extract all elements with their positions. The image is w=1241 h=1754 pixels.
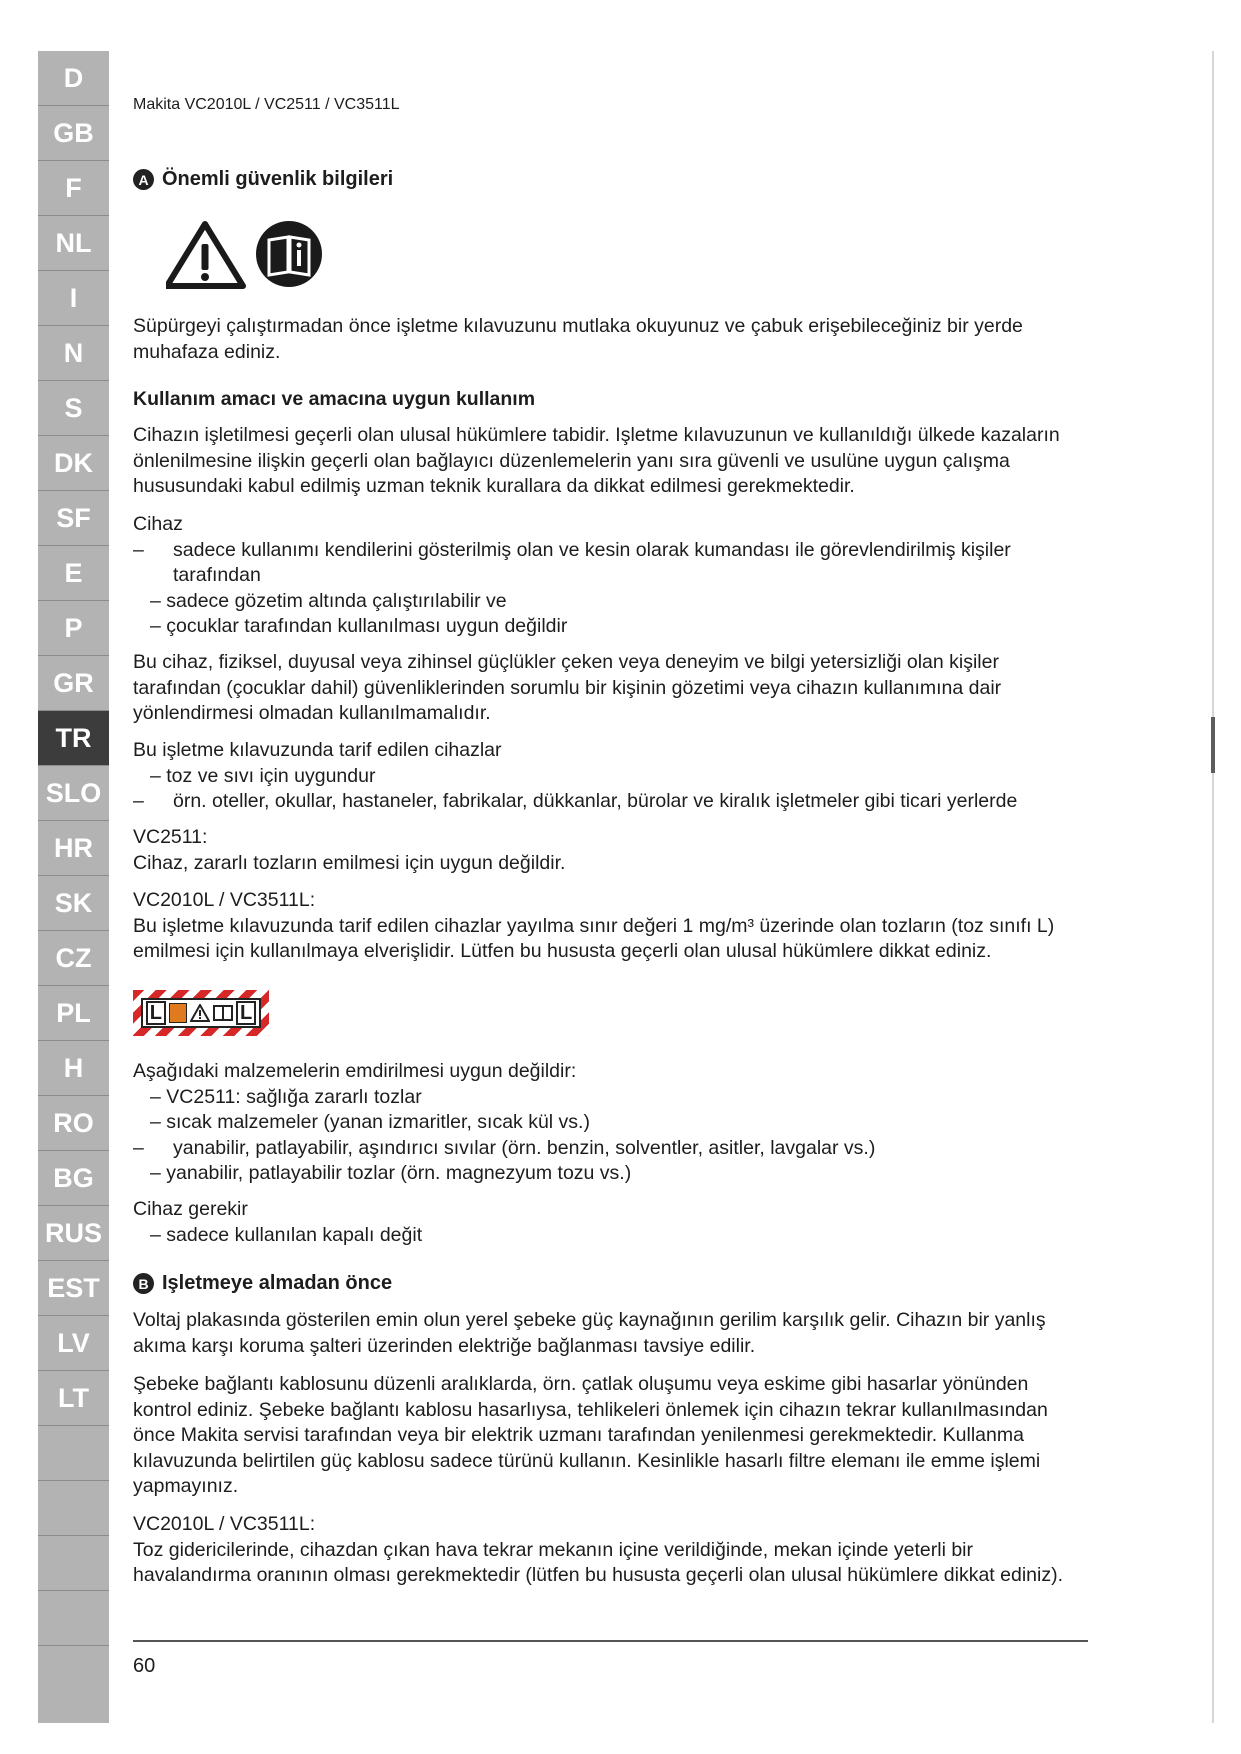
ventilation-block	[133, 1512, 1088, 1589]
section-a-title-text: Önemli güvenlik bilgileri	[162, 168, 394, 190]
vc2010-text: Bu işletme kılavuzunda tarif edilen cihazlar yayılma sınır değeri 1 mg/m³ üzerinde olan tozların (toz sınıfı L) emilmesi için kullanılmaya elverişlidir. Lütfen bu hususta geçerli olan ulusal hükümlere dikkat ediniz.	[133, 914, 1055, 962]
voltage-paragraph: Voltaj plakasında gösterilen emin olun yerel şebeke güç kaynağının gerilim karşılık gelir. Cihazın bir yanlış akıma karşı koruma şalteri üzerinden elektriğe bağlanması tavsiye edilir.	[133, 1309, 1046, 1357]
supervision-paragraph: Bu cihaz, fiziksel, duyusal veya zihinsel güçlükler çeken veya deneyim ve bilgi yetersizliği olan kişiler tarafından (çocuklar dahil) güvenliklerinden sorumlu bir kişinin gözetimi veya cihazın kullanımına dair yönlendirmesi olmadan kullanılmamalıdır.	[133, 651, 1002, 724]
lang-tab-p[interactable]: P	[38, 601, 109, 656]
lang-tab-sf[interactable]: SF	[38, 491, 109, 546]
requires-item-text: sadece kullanılan kapalı değit	[166, 1223, 423, 1246]
requires-block	[133, 1197, 1088, 1248]
lang-tab-tr[interactable]: TR	[38, 711, 109, 766]
page-number: 60	[133, 1655, 156, 1677]
orange-hazard-icon	[169, 1003, 187, 1023]
model-header: Makita VC2010L / VC2511 / VC3511L	[133, 96, 400, 113]
dust-class-letter: L	[146, 1001, 166, 1025]
cihaz-item-text: sadece kullanımı kendilerini gösterilmiş olan ve kesin olarak kumandası ile görevlendirilmiş kişiler tarafından	[173, 538, 1011, 586]
intended-use-subtitle: Kullanım amacı ve amacına uygun kullanım	[133, 388, 536, 410]
section-a-marker: A	[133, 169, 154, 190]
dust-class-l-badge	[133, 990, 269, 1036]
footer-divider	[133, 1640, 1088, 1642]
intended-use-paragraph: Cihazın işletilmesi geçerli olan ulusal hükümlere tabidir. Işletme kılavuzunun ve kullanıldığı ülkede kazaların önlenilmesine ilişkin geçerli olan bağlayıcı düzenlemelerin yanı sıra güvenli ve usulüne uygun çalışma hususundaki kabul edilmiş uzman teknik kurallara da dikkat edilmesi gerekmektedir.	[133, 424, 1060, 497]
requires-label: Cihaz gerekir	[133, 1198, 248, 1220]
cihaz-item-text: çocuklar tarafından kullanılması uygun değildir	[166, 615, 568, 637]
lang-tab-sk[interactable]: SK	[38, 876, 109, 931]
section-b-title-text: Işletmeye almadan önce	[162, 1272, 393, 1294]
list-item: – sadece gözetim altında çalıştırılabilir ve	[150, 589, 507, 612]
lang-tab-gr[interactable]: GR	[38, 656, 109, 711]
sidebar-blank-tab	[38, 1536, 109, 1591]
list-item: – VC2511: sağlığa zararlı tozlar	[150, 1085, 422, 1108]
lang-tab-cz[interactable]: CZ	[38, 931, 109, 986]
intro-paragraph: Süpürgeyi çalıştırmadan önce işletme kılavuzunu mutlaka okuyunuz ve çabuk erişebileceğiniz bir yerde muhafaza ediniz.	[133, 315, 1023, 363]
lang-tab-est[interactable]: EST	[38, 1261, 109, 1316]
suitable-item-text: örn. oteller, okullar, hastaneler, fabrikalar, dükkanlar, bürolar ve kiralık işletmeler gibi ticari yerlerde	[173, 790, 1018, 812]
lang-tab-f[interactable]: F	[38, 161, 109, 216]
right-margin-line	[1212, 51, 1214, 1723]
suitable-block	[133, 738, 1088, 815]
material-item-text: sıcak malzemeler (yanan izmaritler, sıcak kül vs.)	[166, 1111, 590, 1133]
sidebar-blank-tab	[38, 1646, 109, 1701]
list-item: – sıcak malzemeler (yanan izmaritler, sıcak kül vs.)	[150, 1111, 590, 1133]
lang-tab-n[interactable]: N	[38, 326, 109, 381]
section-a-title	[133, 168, 393, 191]
cable-paragraph: Şebeke bağlantı kablosunu düzenli aralıklarda, örn. çatlak oluşumu veya eskime gibi hasarlar yönünden kontrol ediniz. Şebeke bağlantı kablosu hasarlıysa, tehlikeleri önlemek için cihazın tekrar kullanılmasından önce Makita servisi tarafından veya bir elektrik uzmanı tarafından yenilenmesi gerekmektedir. Kullanma kılavuzunda belirtilen güç kablosu sadece türünü kullanın. Kesinlikle hasarlı filtre elemanı ile emme işlemi yapmayınız.	[133, 1373, 1048, 1497]
lang-tab-pl[interactable]: PL	[38, 986, 109, 1041]
lang-tab-ro[interactable]: RO	[38, 1096, 109, 1151]
vc2511-label: VC2511:	[133, 826, 208, 848]
dust-class-letter: L	[236, 1001, 256, 1025]
list-item: – toz ve sıvı için uygundur	[150, 764, 376, 787]
sidebar-blank-tab	[38, 1426, 109, 1481]
suitable-item-text: toz ve sıvı için uygundur	[166, 764, 376, 787]
section-b-title	[133, 1272, 392, 1295]
material-item-text: yanabilir, patlayabilir tozlar (örn. magnezyum tozu vs.)	[166, 1162, 632, 1184]
lang-tab-e[interactable]: E	[38, 546, 109, 601]
lang-tab-i[interactable]: I	[38, 271, 109, 326]
lang-tab-slo[interactable]: SLO	[38, 766, 109, 821]
material-item-text: yanabilir, patlayabilir, aşındırıcı sıvılar (örn. benzin, solventler, asitler, lavgalar vs.)	[173, 1136, 876, 1159]
read-manual-icon	[256, 221, 322, 287]
vc2010-label: VC2010L / VC3511L:	[133, 889, 316, 911]
materials-label: Aşağıdaki malzemelerin emdirilmesi uygun değildir:	[133, 1060, 577, 1082]
lang-tab-nl[interactable]: NL	[38, 216, 109, 271]
materials-block	[133, 1059, 1088, 1187]
vc2010-block	[133, 888, 1088, 965]
warning-triangle-icon	[167, 224, 243, 286]
lang-tab-gb[interactable]: GB	[38, 106, 109, 161]
list-item: – yanabilir, patlayabilir tozlar (örn. magnezyum tozu vs.)	[150, 1162, 632, 1184]
lang-tab-hr[interactable]: HR	[38, 821, 109, 876]
list-item: – çocuklar tarafından kullanılması uygun değildir	[150, 615, 568, 637]
language-sidebar	[38, 51, 109, 1723]
lang-tab-h[interactable]: H	[38, 1041, 109, 1096]
section-b-marker: B	[133, 1273, 154, 1294]
list-item: – yanabilir, patlayabilir, aşındırıcı sıvılar (örn. benzin, solventler, asitler, lavgalar vs.)	[133, 1136, 1088, 1162]
lang-tab-dk[interactable]: DK	[38, 436, 109, 491]
safety-icons	[166, 218, 328, 290]
cihaz-item-text: sadece gözetim altında çalıştırılabilir ve	[166, 589, 507, 612]
list-item: – örn. oteller, okullar, hastaneler, fabrikalar, dükkanlar, bürolar ve kiralık işletmeler gibi ticari yerlerde	[133, 789, 1088, 815]
cihaz-block	[133, 512, 1088, 640]
ventilation-text: Toz gidericilerinde, cihazdan çıkan hava tekrar mekanın içine verildiğinde, mekan içinde yeterli bir havalandırma oranının olması gerekmektedir (lütfen bu hususta geçerli olan ulusal hükümlere dikkat ediniz).	[133, 1538, 1063, 1586]
warning-small-icon	[190, 1004, 210, 1022]
sidebar-blank-tab	[38, 1591, 109, 1646]
lang-tab-lt[interactable]: LT	[38, 1371, 109, 1426]
material-item-text: VC2511: sağlığa zararlı tozlar	[166, 1085, 422, 1108]
ventilation-label: VC2010L / VC3511L:	[133, 1513, 316, 1535]
list-item: – sadece kullanımı kendilerini gösterilmiş olan ve kesin olarak kumandası ile görevlendirilmiş kişiler tarafından	[133, 538, 1088, 589]
lang-tab-bg[interactable]: BG	[38, 1151, 109, 1206]
cihaz-label: Cihaz	[133, 513, 183, 535]
lang-tab-d[interactable]: D	[38, 51, 109, 106]
vc2511-text: Cihaz, zararlı tozların emilmesi için uygun değildir.	[133, 851, 566, 874]
suitable-label: Bu işletme kılavuzunda tarif edilen cihazlar	[133, 739, 502, 761]
list-item: – sadece kullanılan kapalı değit	[150, 1223, 423, 1246]
sidebar-blank-tab	[38, 1481, 109, 1536]
lang-tab-rus[interactable]: RUS	[38, 1206, 109, 1261]
manual-small-icon	[213, 1004, 233, 1022]
vc2511-block	[133, 825, 1088, 876]
lang-tab-lv[interactable]: LV	[38, 1316, 109, 1371]
lang-tab-s[interactable]: S	[38, 381, 109, 436]
right-margin-marker	[1211, 717, 1215, 773]
